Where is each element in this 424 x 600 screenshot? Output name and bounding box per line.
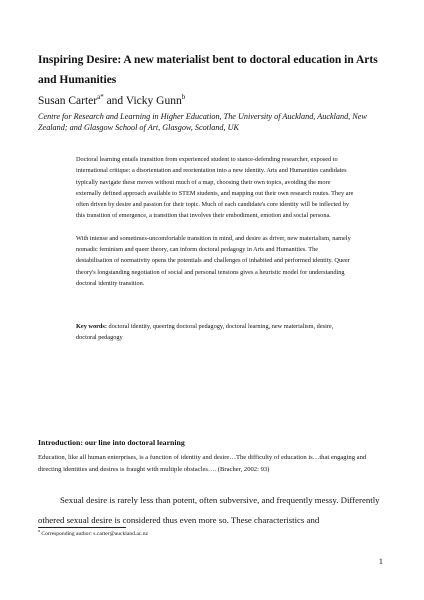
keywords-text: doctoral identity, queering doctoral pedagogy, doctoral learning, new materialism, desire, doctoral pedagogy xyxy=(76,323,334,342)
author-affiliation: Centre for Research and Learning in Higher Education, The University of Auckland, Auckland, New Zealand; and Glasgow School of Art, Glasgow, Scotland, UK xyxy=(38,112,367,132)
keywords-label: Key words: xyxy=(76,323,107,330)
author-name: Susan Carter xyxy=(38,95,98,107)
author-connector: and xyxy=(103,95,126,107)
footnote-mark: a xyxy=(38,528,40,534)
footnote-text: Corresponding author: s.carter@auckland.ac.nz xyxy=(40,531,148,537)
section-heading: Introduction: our line into doctoral learning xyxy=(38,438,185,447)
footnote-divider xyxy=(38,527,126,528)
paper-title: Inspiring Desire: A new materialist bent to doctoral education in Arts and Humanities xyxy=(38,54,378,86)
body-paragraph-text: Sexual desire is rarely less than potent, often subversive, and frequently messy. Differently othered sexual desire is considered thus even more so. These characteristics and xyxy=(38,495,380,525)
abstract-paragraph: With intense and sometimes-uncomfortable transition in mind, and desire as driver, new materialism, namely nomadic feminism and queer theory, can inform doctoral pedagogy in Arts and Humanities. The destabilisation of normativity opens the potentials and challenges of inhabited and performed identity. Queer theory's longstanding negotiation of social and personal tensions gives a heuristic model for understanding doctoral identity transition. xyxy=(76,234,351,287)
author-affiliation-mark: a* xyxy=(97,93,104,102)
abstract xyxy=(76,154,354,289)
author-line xyxy=(38,94,384,108)
author-name: Vicky Gunn xyxy=(125,95,182,107)
keywords xyxy=(76,321,354,344)
author-affiliation-mark: b xyxy=(181,93,186,102)
footnote xyxy=(38,530,384,538)
body-paragraph xyxy=(38,490,388,530)
page-number: 1 xyxy=(378,556,383,566)
epigraph-quote: Education, like all human enterprises, is a function of identity and desire…The difficulty of education is…that engaging and directing identities and desires is fraught with multiple obstacles…. (Bracher, 2002: 93) xyxy=(38,454,367,473)
abstract-paragraph: Doctoral learning entails transition from experienced student to stance-defending researcher, exposed to international critique: a disorientation and reorientation into a new identity. Arts and Humanities candidates typically navigate these moves without much of a map, choosing their own topics, avoiding the more externally defined approach available to STEM students, and mapping out their own research routes. They are often driven by desire and passion for their topic. Much of each candidate's core identity will be inflected by this transition of emergence, a transition that involves their embodiment, emotion and social persona. xyxy=(76,156,354,220)
